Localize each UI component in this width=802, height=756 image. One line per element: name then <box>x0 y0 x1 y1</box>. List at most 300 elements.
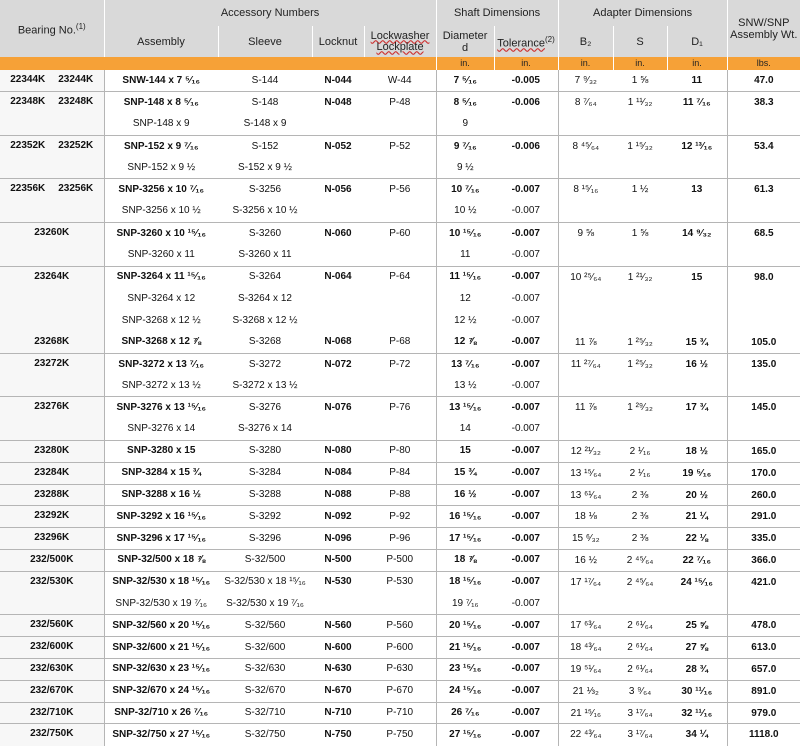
b2-cell: 9 ⅝ <box>558 223 613 267</box>
locknut-cell: N-048 <box>312 92 364 114</box>
lockwasher-cell: P-64 <box>364 266 436 288</box>
weight-cell: 170.0 <box>727 462 800 484</box>
lockwasher-cell <box>364 157 436 179</box>
bearing-no-2: 232/500K <box>30 554 74 566</box>
d1-cell: 28 ¾ <box>667 659 727 681</box>
sleeve-cell: S-3284 <box>218 462 312 484</box>
b2-cell: 18 ⁴³⁄₆₄ <box>558 637 613 659</box>
assembly-cell: SNP-3284 x 15 ¾ <box>104 462 218 484</box>
sleeve-cell: S-32/530 x 19 ⁷⁄₁₆ <box>226 597 304 609</box>
locknut-cell <box>312 288 364 310</box>
s-cell: 1 ¹⁵⁄₃₂ <box>613 135 667 179</box>
s-header: S <box>613 26 667 57</box>
bearing-cell <box>0 266 104 331</box>
assembly-cell: SNP-3268 x 12 ⅞ <box>104 332 218 354</box>
diameter-cell: 7 ⁵⁄₁₆ <box>436 70 494 92</box>
s-cell: 2 ⁴⁵⁄₆₄ <box>613 550 667 572</box>
lockwasher-cell: P-500 <box>364 550 436 572</box>
assembly-cell: SNP-3276 x 14 <box>104 419 218 441</box>
bearing-no-2: 23256K <box>58 183 94 195</box>
weight-cell: 366.0 <box>727 550 800 572</box>
s-cell: 2 ¹⁄₁₆ <box>613 462 667 484</box>
d1-cell: 34 ¼ <box>667 724 727 746</box>
tolerance-cell: -0.007 <box>494 441 558 463</box>
sleeve-cell: S-32/710 <box>218 702 312 724</box>
weight-cell: 68.5 <box>727 223 800 267</box>
locknut-cell: N-072 <box>312 353 364 375</box>
lockwasher-cell: P-530 <box>364 571 436 593</box>
tolerance-cell: -0.007 <box>494 550 558 572</box>
tolerance-cell: -0.007 <box>511 597 540 609</box>
b2-cell: 22 ⁴³⁄₆₄ <box>558 724 613 746</box>
weight-cell: 421.0 <box>727 571 800 615</box>
bearing-note: (1) <box>75 21 86 31</box>
bearing-cell <box>0 506 104 528</box>
weight-cell: 105.0 <box>727 332 800 354</box>
d1-cell: 16 ½ <box>667 353 727 397</box>
bearing-no-2: 232/600K <box>30 641 74 653</box>
sleeve-cell: S-3256 x 10 ½ <box>232 205 298 217</box>
bearing-no-2: 232/530K <box>30 575 74 587</box>
adapter-group-header: Adapter Dimensions <box>558 0 727 26</box>
diameter-cell: 9 ½ <box>436 157 494 179</box>
lockwasher-cell: P-96 <box>364 528 436 550</box>
weight-cell: 657.0 <box>727 659 800 681</box>
diameter-cell: 24 ¹⁵⁄₁₆ <box>436 680 494 702</box>
s-cell: 3 ¹⁷⁄₆₄ <box>613 702 667 724</box>
b2-cell: 16 ½ <box>558 550 613 572</box>
sleeve-cell: S-3296 <box>218 528 312 550</box>
locknut-cell: N-630 <box>312 659 364 681</box>
tolerance-cell: -0.007 <box>494 462 558 484</box>
lockwasher-cell: P-710 <box>364 702 436 724</box>
assembly-cell: SNP-32/530 x 19 ⁷⁄₁₆ <box>104 593 218 615</box>
lockwasher-cell: P-60 <box>364 223 436 245</box>
weight-cell: 291.0 <box>727 506 800 528</box>
tolerance-cell: -0.006 <box>494 135 558 157</box>
table-row <box>0 462 800 484</box>
lockwasher-cell <box>364 244 436 266</box>
d1-cell: 12 ¹³⁄₁₆ <box>667 135 727 179</box>
b2-cell: 11 ⅞ <box>558 332 613 354</box>
sleeve-cell: S-152 <box>218 135 312 157</box>
locknut-cell: N-096 <box>312 528 364 550</box>
table-row <box>0 353 800 375</box>
d1-cell: 25 ⅝ <box>667 615 727 637</box>
d1-cell: 11 <box>691 75 703 86</box>
diameter-cell: 13 ¹⁵⁄₁₆ <box>436 397 494 419</box>
d1-cell: 17 ¾ <box>667 397 727 441</box>
locknut-cell <box>312 310 364 332</box>
bearing-cell <box>0 135 104 179</box>
lockwasher-header-label: Lockwasher Lockplate <box>370 29 430 53</box>
sleeve-cell: S-144 <box>251 74 279 86</box>
locknut-cell: N-500 <box>312 550 364 572</box>
tolerance-cell: -0.005 <box>511 74 540 86</box>
locknut-cell <box>312 419 364 441</box>
weight-cell: 145.0 <box>727 397 800 441</box>
lockwasher-cell: P-56 <box>364 179 436 201</box>
bearing-cell <box>0 223 104 267</box>
table-row <box>0 615 800 637</box>
lockwasher-cell <box>364 375 436 397</box>
bearing-cell <box>0 571 104 615</box>
diameter-cell: 13 ½ <box>436 375 494 397</box>
assembly-cell: SNP-3280 x 15 <box>104 441 218 463</box>
b2-cell: 17 ⁶³⁄₆₄ <box>558 615 613 637</box>
tolerance-cell: -0.007 <box>494 702 558 724</box>
sleeve-cell: S-148 x 9 <box>243 118 287 130</box>
sleeve-cell: S-3272 <box>218 353 312 375</box>
tolerance-note: (2) <box>545 34 555 44</box>
table-row <box>0 266 800 288</box>
locknut-cell: N-044 <box>324 74 352 86</box>
weight-cell: 979.0 <box>727 702 800 724</box>
diameter-cell: 11 <box>436 244 494 266</box>
lockwasher-cell: P-88 <box>364 484 436 506</box>
bearing-no-2: 232/670K <box>30 684 74 696</box>
d1-header: D₁ <box>667 26 727 57</box>
bearing-no-2: 232/560K <box>30 619 74 631</box>
s-cell: 2 ⁶¹⁄₆₄ <box>613 615 667 637</box>
sleeve-cell: S-32/500 <box>218 550 312 572</box>
lockwasher-cell <box>364 288 436 310</box>
table-row <box>0 441 800 463</box>
diameter-cell: 11 ¹⁵⁄₁₆ <box>436 266 494 288</box>
bearing-no-2: 23248K <box>58 96 94 108</box>
lockwasher-cell: P-76 <box>364 397 436 419</box>
b2-cell: 12 ²¹⁄₃₂ <box>558 441 613 463</box>
diameter-cell: 13 ⁷⁄₁₆ <box>436 353 494 375</box>
diameter-cell: 17 ¹⁵⁄₁₆ <box>436 528 494 550</box>
locknut-cell: N-560 <box>312 615 364 637</box>
locknut-cell <box>312 157 364 179</box>
bearing-cell <box>0 615 104 637</box>
tolerance-header-label: Tolerance <box>497 37 545 50</box>
assembly-cell: SNP-3264 x 12 <box>104 288 218 310</box>
weight-cell: 135.0 <box>727 353 800 397</box>
diameter-cell: 9 <box>436 114 494 136</box>
table-row <box>0 70 800 92</box>
table-row <box>0 659 800 681</box>
sleeve-cell: S-32/750 <box>218 724 312 746</box>
b2-header: B₂ <box>558 26 613 57</box>
bearing-cell <box>0 724 104 746</box>
bearing-cell <box>0 332 104 354</box>
assembly-cell: SNP-32/600 x 21 ¹⁵⁄₁₆ <box>104 637 218 659</box>
weight-cell: 98.0 <box>727 266 800 331</box>
diameter-cell: 12 <box>436 288 494 310</box>
weight-cell: 1118.0 <box>727 724 800 746</box>
bearing-no-2: 23264K <box>34 270 70 282</box>
assembly-cell: SNP-3256 x 10 ½ <box>104 201 218 223</box>
diameter-cell: 9 ⁷⁄₁₆ <box>436 135 494 157</box>
bearing-no-2: 23260K <box>34 227 70 239</box>
s-cell: 2 ⅜ <box>613 528 667 550</box>
table-row <box>0 135 800 157</box>
assembly-cell: SNP-32/710 x 26 ⁷⁄₁₆ <box>104 702 218 724</box>
tolerance-cell: -0.007 <box>511 336 540 348</box>
unit-b2: in. <box>558 57 613 70</box>
locknut-cell <box>312 244 364 266</box>
b2-cell: 19 ⁵¹⁄₆₄ <box>558 659 613 681</box>
d1-cell: 14 ⁹⁄₃₂ <box>667 223 727 267</box>
b2-cell: 8 ⁷⁄₆₄ <box>558 92 613 136</box>
diameter-cell: 10 ¹⁵⁄₁₆ <box>436 223 494 245</box>
tolerance-cell: -0.007 <box>494 528 558 550</box>
table-body <box>0 70 800 746</box>
d1-cell: 21 ¼ <box>667 506 727 528</box>
d1-cell: 22 ⅛ <box>667 528 727 550</box>
tolerance-header <box>494 26 558 57</box>
tolerance-cell: -0.007 <box>494 353 558 375</box>
assembly-header: Assembly <box>104 26 218 57</box>
tolerance-cell: -0.007 <box>494 223 558 245</box>
lockwasher-cell: P-630 <box>364 659 436 681</box>
diameter-cell: 8 ⁵⁄₁₆ <box>436 92 494 114</box>
bearing-cell <box>0 484 104 506</box>
sleeve-cell: S-148 <box>218 92 312 114</box>
assembly-cell: SNP-32/630 x 23 ¹⁵⁄₁₆ <box>104 659 218 681</box>
locknut-cell: N-068 <box>324 336 352 348</box>
sleeve-cell: S-32/630 <box>218 659 312 681</box>
sleeve-cell: S-32/670 <box>218 680 312 702</box>
b2-cell: 13 ¹⁵⁄₆₄ <box>558 462 613 484</box>
locknut-cell <box>312 201 364 223</box>
diameter-cell: 10 ⁷⁄₁₆ <box>436 179 494 201</box>
lockwasher-cell: P-68 <box>389 336 411 348</box>
assembly-cell: SNP-3264 x 11 ¹⁵⁄₁₆ <box>104 266 218 288</box>
diameter-cell: 14 <box>436 419 494 441</box>
assembly-cell: SNP-152 x 9 ⁷⁄₁₆ <box>104 135 218 157</box>
locknut-cell: N-750 <box>312 724 364 746</box>
tolerance-cell: -0.007 <box>494 659 558 681</box>
d1-cell: 18 ½ <box>667 441 727 463</box>
diameter-cell: 18 ¹⁵⁄₁₆ <box>436 571 494 593</box>
bearing-no-2: 23292K <box>34 510 70 522</box>
bearing-no-2: 23276K <box>34 401 70 413</box>
diameter-header-label: Diameter d <box>442 29 488 54</box>
unit-tolerance: in. <box>494 57 558 70</box>
bearing-cell <box>0 462 104 484</box>
table-row <box>0 702 800 724</box>
diameter-cell: 23 ¹⁵⁄₁₆ <box>436 659 494 681</box>
locknut-cell <box>312 114 364 136</box>
s-cell: 3 ⁹⁄₆₄ <box>613 680 667 702</box>
bearing-cell <box>0 92 104 136</box>
s-cell: 3 ¹⁷⁄₆₄ <box>613 724 667 746</box>
diameter-cell: 12 ⅞ <box>436 332 494 354</box>
weight-cell: 165.0 <box>727 441 800 463</box>
s-cell: 1 ²⁵⁄₃₂ <box>627 336 653 348</box>
bearing-cell <box>0 70 104 92</box>
table-row <box>0 223 800 245</box>
sleeve-cell: S-3276 <box>218 397 312 419</box>
d1-cell: 19 ⁵⁄₁₆ <box>667 462 727 484</box>
b2-cell: 8 ¹⁵⁄₁₆ <box>558 179 613 223</box>
bearing-cell <box>0 702 104 724</box>
bearing-cell <box>0 637 104 659</box>
assembly-cell: SNP-3260 x 11 <box>104 244 218 266</box>
locknut-cell: N-084 <box>312 462 364 484</box>
assembly-cell: SNP-3272 x 13 ½ <box>104 375 218 397</box>
bearing-no-2: 232/710K <box>30 706 74 718</box>
table-row <box>0 571 800 593</box>
assembly-cell: SNP-3256 x 10 ⁷⁄₁₆ <box>104 179 218 201</box>
d1-cell: 15 <box>667 266 727 331</box>
d1-cell: 24 ¹⁵⁄₁₆ <box>667 571 727 615</box>
s-cell: 1 ⅝ <box>613 223 667 267</box>
b2-cell: 7 ⁹⁄₃₂ <box>558 70 613 92</box>
weight-cell: 260.0 <box>727 484 800 506</box>
bearing-cell <box>0 680 104 702</box>
assembly-cell: SNP-32/560 x 20 ¹⁵⁄₁₆ <box>104 615 218 637</box>
tolerance-cell: -0.007 <box>494 179 558 201</box>
d1-cell: 22 ⁷⁄₁₆ <box>667 550 727 572</box>
sleeve-cell: S-3264 <box>218 266 312 288</box>
sleeve-cell: S-3272 x 13 ½ <box>232 379 298 391</box>
bearing-cell <box>0 441 104 463</box>
weight-cell: 335.0 <box>727 528 800 550</box>
s-cell: 2 ⅜ <box>613 506 667 528</box>
assembly-cell: SNP-148 x 8 ⁵⁄₁₆ <box>104 92 218 114</box>
assembly-cell: SNP-3276 x 13 ¹⁵⁄₁₆ <box>104 397 218 419</box>
assembly-cell: SNW-144 x 7 ⁵⁄₁₆ <box>104 70 218 92</box>
locknut-cell: N-710 <box>312 702 364 724</box>
locknut-cell <box>312 375 364 397</box>
lockwasher-cell: P-560 <box>364 615 436 637</box>
tolerance-cell: -0.007 <box>494 680 558 702</box>
tolerance-cell: -0.007 <box>511 423 540 435</box>
s-cell: 1 ⅝ <box>631 75 649 86</box>
locknut-cell <box>312 593 364 615</box>
bearing-cell <box>0 179 104 223</box>
diameter-cell: 16 ¹⁵⁄₁₆ <box>436 506 494 528</box>
b2-cell: 8 ⁴⁵⁄₆₄ <box>558 135 613 179</box>
locknut-cell: N-088 <box>312 484 364 506</box>
table-row <box>0 506 800 528</box>
weight-cell: 61.3 <box>727 179 800 223</box>
tolerance-cell: -0.007 <box>494 484 558 506</box>
b2-cell: 13 ⁶¹⁄₆₄ <box>558 484 613 506</box>
tolerance-cell <box>494 157 558 179</box>
sleeve-header: Sleeve <box>218 26 312 57</box>
assembly-cell: SNP-3260 x 10 ¹⁵⁄₁₆ <box>104 223 218 245</box>
bearing-header-label: Bearing No. <box>17 24 76 37</box>
tolerance-cell: -0.007 <box>494 397 558 419</box>
bearing-no-2: 23288K <box>34 488 70 500</box>
assembly-cell: SNP-32/670 x 24 ¹⁵⁄₁₆ <box>104 680 218 702</box>
locknut-cell: N-600 <box>312 637 364 659</box>
tolerance-cell: -0.007 <box>494 637 558 659</box>
sleeve-cell: S-152 x 9 ½ <box>238 161 292 173</box>
table-row <box>0 92 800 114</box>
accessory-group-header: Accessory Numbers <box>104 0 436 26</box>
assembly-cell: SNP-32/530 x 18 ¹⁵⁄₁₆ <box>104 571 218 593</box>
unit-d1: in. <box>667 57 727 70</box>
b2-cell: 18 ⅛ <box>558 506 613 528</box>
diameter-cell: 26 ⁷⁄₁₆ <box>436 702 494 724</box>
tolerance-cell: -0.007 <box>494 506 558 528</box>
sleeve-cell: S-3276 x 14 <box>238 423 292 435</box>
lockwasher-cell <box>364 593 436 615</box>
sleeve-cell: S-3280 <box>218 441 312 463</box>
diameter-cell: 15 ¾ <box>436 462 494 484</box>
d1-cell: 15 ¾ <box>685 336 708 348</box>
tolerance-cell: -0.007 <box>511 205 540 217</box>
s-cell: 2 ⁶¹⁄₆₄ <box>613 659 667 681</box>
diameter-cell: 10 ½ <box>436 201 494 223</box>
d1-cell: 13 <box>667 179 727 223</box>
lockwasher-header <box>364 26 436 57</box>
lockwasher-cell: P-750 <box>364 724 436 746</box>
bearing-no-1: 22348K <box>10 96 46 108</box>
bearing-no-2: 23296K <box>34 532 70 544</box>
table-row <box>0 680 800 702</box>
lockwasher-cell: P-670 <box>364 680 436 702</box>
lockwasher-cell <box>364 114 436 136</box>
lockwasher-cell: P-72 <box>364 353 436 375</box>
lockwasher-cell: P-80 <box>364 441 436 463</box>
bearing-no-1: 22344K <box>10 74 46 85</box>
diameter-cell: 15 <box>436 441 494 463</box>
bearing-cell <box>0 353 104 397</box>
bearing-no-2: 23252K <box>58 139 94 151</box>
assembly-cell: SNP-3272 x 13 ⁷⁄₁₆ <box>104 353 218 375</box>
unit-weight: lbs. <box>727 57 800 70</box>
weight-cell: 478.0 <box>727 615 800 637</box>
tolerance-cell: -0.007 <box>494 571 558 593</box>
locknut-cell: N-530 <box>312 571 364 593</box>
table-row <box>0 397 800 419</box>
tolerance-cell: -0.007 <box>494 724 558 746</box>
weight-cell: 47.0 <box>727 70 800 92</box>
d1-cell: 11 ⁷⁄₁₆ <box>667 92 727 136</box>
sleeve-cell: S-32/600 <box>218 637 312 659</box>
tolerance-cell <box>494 114 558 136</box>
diameter-cell: 21 ¹⁵⁄₁₆ <box>436 637 494 659</box>
locknut-cell: N-060 <box>312 223 364 245</box>
d1-cell: 32 ¹¹⁄₁₆ <box>667 702 727 724</box>
weight-header-label: SNW/SNP Assembly Wt. <box>730 16 798 41</box>
sleeve-cell: S-3264 x 12 <box>238 292 292 304</box>
shaft-group-header: Shaft Dimensions <box>436 0 558 26</box>
s-cell: 1 ½ <box>613 179 667 223</box>
bearing-no-2: 232/630K <box>30 663 74 675</box>
locknut-cell: N-076 <box>312 397 364 419</box>
lockwasher-cell: P-52 <box>364 135 436 157</box>
tolerance-cell: -0.007 <box>494 266 558 288</box>
sleeve-cell: S-3268 x 12 ½ <box>232 314 298 326</box>
b2-cell: 10 ²⁵⁄₆₄ <box>558 266 613 331</box>
sleeve-cell: S-3260 <box>218 223 312 245</box>
b2-cell: 15 ⁶⁄₃₂ <box>558 528 613 550</box>
assembly-cell: SNP-148 x 9 <box>104 114 218 136</box>
lockwasher-cell <box>364 201 436 223</box>
table-row <box>0 179 800 201</box>
table-row <box>0 484 800 506</box>
sleeve-cell: S-3256 <box>218 179 312 201</box>
bearing-no-2: 23244K <box>58 74 94 85</box>
weight-cell: 38.3 <box>727 92 800 136</box>
diameter-header <box>436 26 494 57</box>
lockwasher-cell: P-600 <box>364 637 436 659</box>
lockwasher-cell: P-92 <box>364 506 436 528</box>
s-cell: 1 ²⁵⁄₃₂ <box>613 353 667 397</box>
lockwasher-cell <box>364 419 436 441</box>
units-row <box>0 57 800 70</box>
s-cell: 2 ⁴⁵⁄₆₄ <box>613 571 667 615</box>
